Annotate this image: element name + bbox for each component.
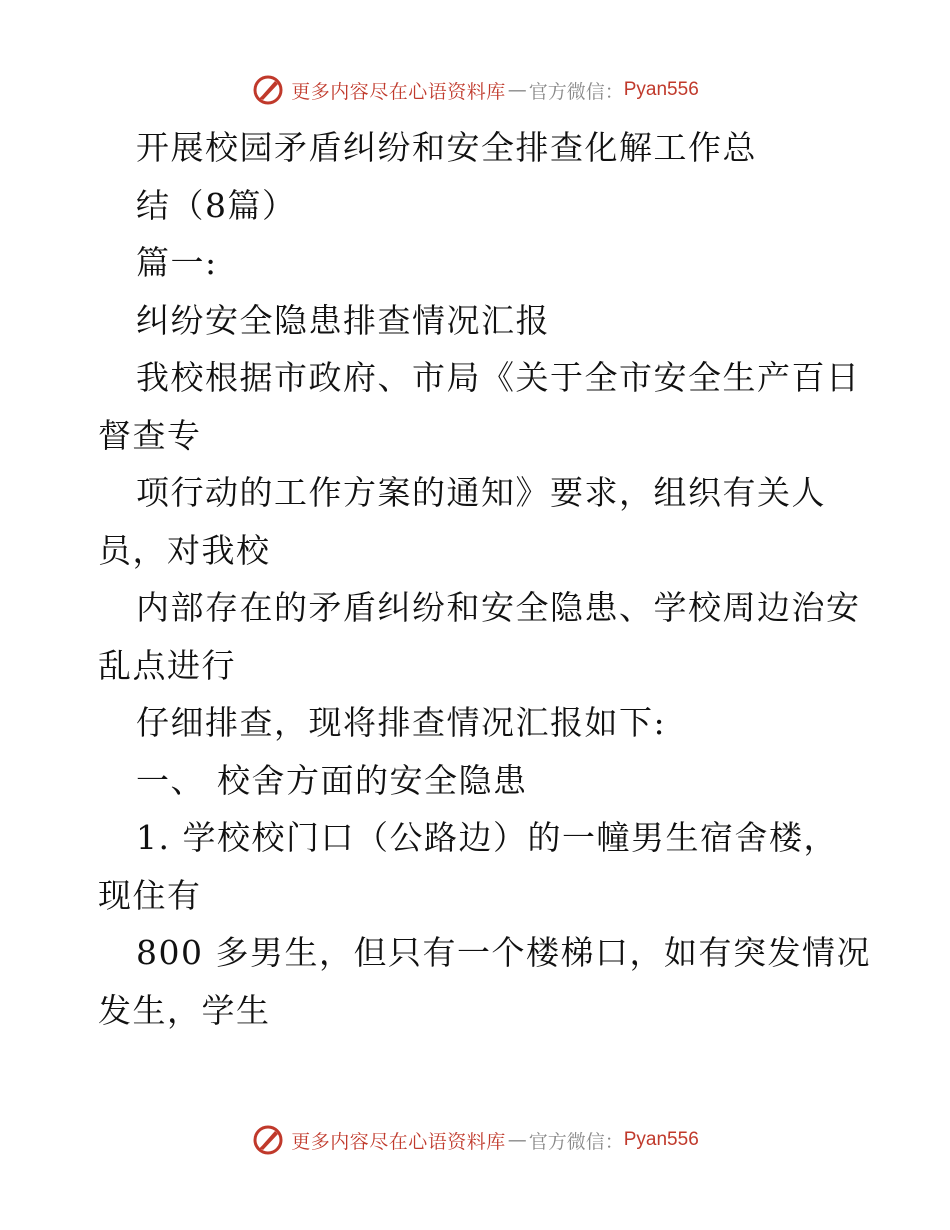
header-wechat-id: Pyan556 — [623, 79, 699, 100]
text-line: 内部存在的矛盾纠纷和安全隐患、学校周边治安 — [136, 588, 861, 627]
text-line: 乱点进行 — [98, 645, 236, 685]
document-body — [98, 119, 871, 1039]
header-text: 更多内容尽在心语资料库 — [291, 80, 506, 103]
text-line: 项行动的工作方案的通知》要求，组织有关人 — [136, 473, 826, 512]
text-line: 现住有 — [98, 875, 202, 915]
text-line: 800 多男生，但只有一个楼梯口，如有突发情况 — [136, 933, 871, 972]
text-line: 开展校园矛盾纠纷和安全排查化解工作总 — [136, 128, 757, 167]
header-dash: — — [507, 79, 527, 101]
text-line: 1. 学校校门口（公路边）的一幢男生宿舍楼， — [136, 818, 838, 857]
quill-logo-icon — [251, 73, 285, 107]
quill-logo-icon — [251, 1123, 285, 1157]
footer-banner — [0, 1120, 950, 1160]
text-line: 一、 校舍方面的安全隐患 — [136, 760, 528, 800]
text-line: 篇一: — [136, 243, 218, 282]
text-line: 我校根据市政府、市局《关于全市安全生产百日 — [136, 358, 861, 397]
text-line: 结（8篇） — [136, 185, 297, 225]
header-label: 官方微信： — [528, 80, 624, 103]
footer-dash: — — [507, 1129, 527, 1151]
footer-label: 官方微信： — [528, 1130, 624, 1153]
text-line: 纠纷安全隐患排查情况汇报 — [136, 300, 550, 340]
footer-wechat-id: Pyan556 — [623, 1129, 699, 1150]
footer-text: 更多内容尽在心语资料库 — [291, 1130, 506, 1153]
text-line: 员，对我校 — [98, 530, 271, 570]
header-banner — [0, 70, 950, 110]
text-line: 发生，学生 — [98, 990, 271, 1030]
text-line: 仔细排查，现将排查情况汇报如下: — [136, 703, 667, 742]
text-line: 督查专 — [98, 415, 202, 455]
